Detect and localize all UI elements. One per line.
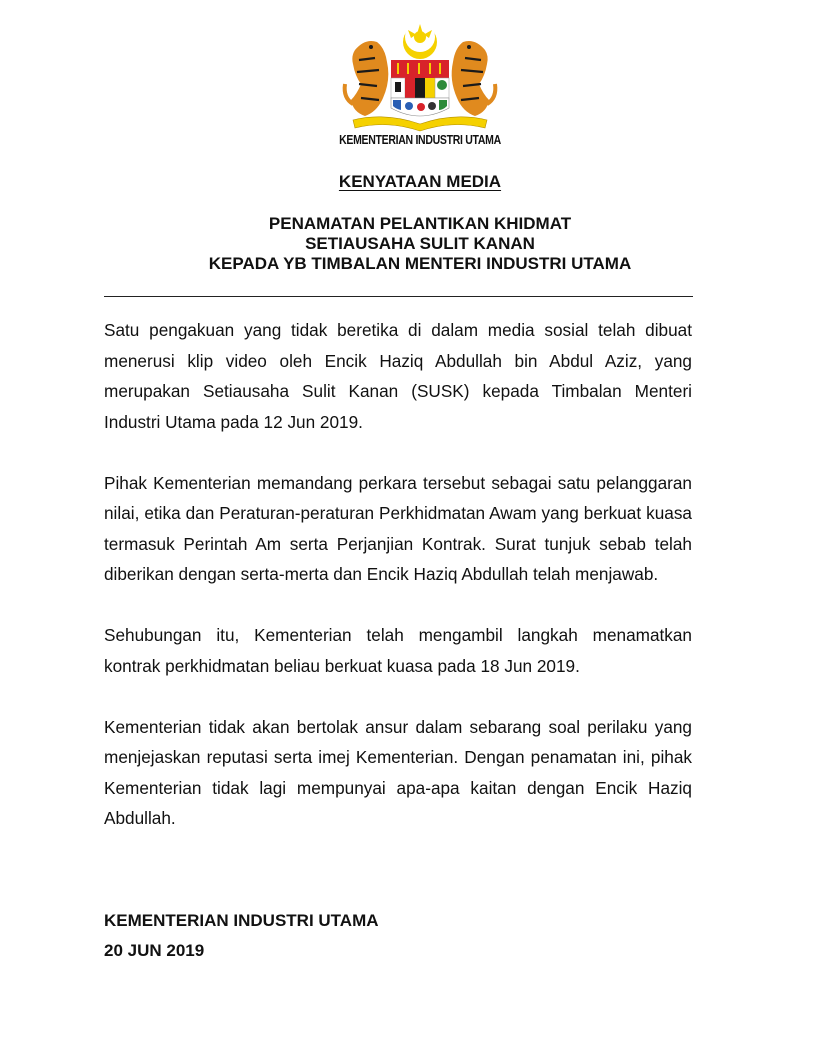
signature-date: 20 JUN 2019 [104,941,205,960]
document-title [0,214,840,274]
title-line: PENAMATAN PELANTIKAN KHIDMAT [268,214,572,233]
paragraph: Pihak Kementerian memandang perkara tersebut sebagai satu pelanggaran nilai, etika dan Peraturan-peraturan Perkhidmatan Awam yang berkuat kuasa termasuk Perintah Am serta Perjanjian Kontrak. Surat tunjuk sebab telah diberikan dengan serta-merta dan Encik Haziq Abdullah telah menjawab. [104,472,692,584]
right-tiger-icon [452,41,496,116]
statement-label: KENYATAAN MEDIA [338,172,502,191]
coat-of-arms-icon [335,20,505,132]
logo-caption: KEMENTERIAN INDUSTRI UTAMA [339,132,501,148]
signature-block [104,906,379,966]
paragraph: Satu pengakuan yang tidak beretika di dalam media sosial telah dibuat menerusi klip video oleh Encik Haziq Abdullah bin Abdul Aziz, yang merupakan Setiausaha Sulit Kanan (SUSK) kepada Timbalan Menteri Industri Utama pada 12 Jun 2019. [104,320,692,432]
title-line: SETIAUSAHA SULIT KANAN [305,234,535,253]
signature-org: KEMENTERIAN INDUSTRI UTAMA [104,911,379,930]
left-tiger-icon [345,41,389,116]
ministry-logo [318,20,522,150]
document-body [104,315,692,864]
horizontal-divider [104,296,693,297]
title-line: KEPADA YB TIMBALAN MENTERI INDUSTRI UTAMA [208,254,632,273]
paragraph: Sehubungan itu, Kementerian telah mengambil langkah menamatkan kontrak perkhidmatan beliau berkuat kuasa pada 18 Jun 2019. [104,625,692,676]
crescent-star-icon [403,22,437,59]
paragraph: Kementerian tidak akan bertolak ansur dalam sebarang soal perilaku yang menjejaskan reputasi serta imej Kementerian. Dengan penamatan ini, pihak Kementerian tidak lagi mempunyai apa-apa kaitan dengan Encik Haziq Abdullah. [104,716,692,828]
